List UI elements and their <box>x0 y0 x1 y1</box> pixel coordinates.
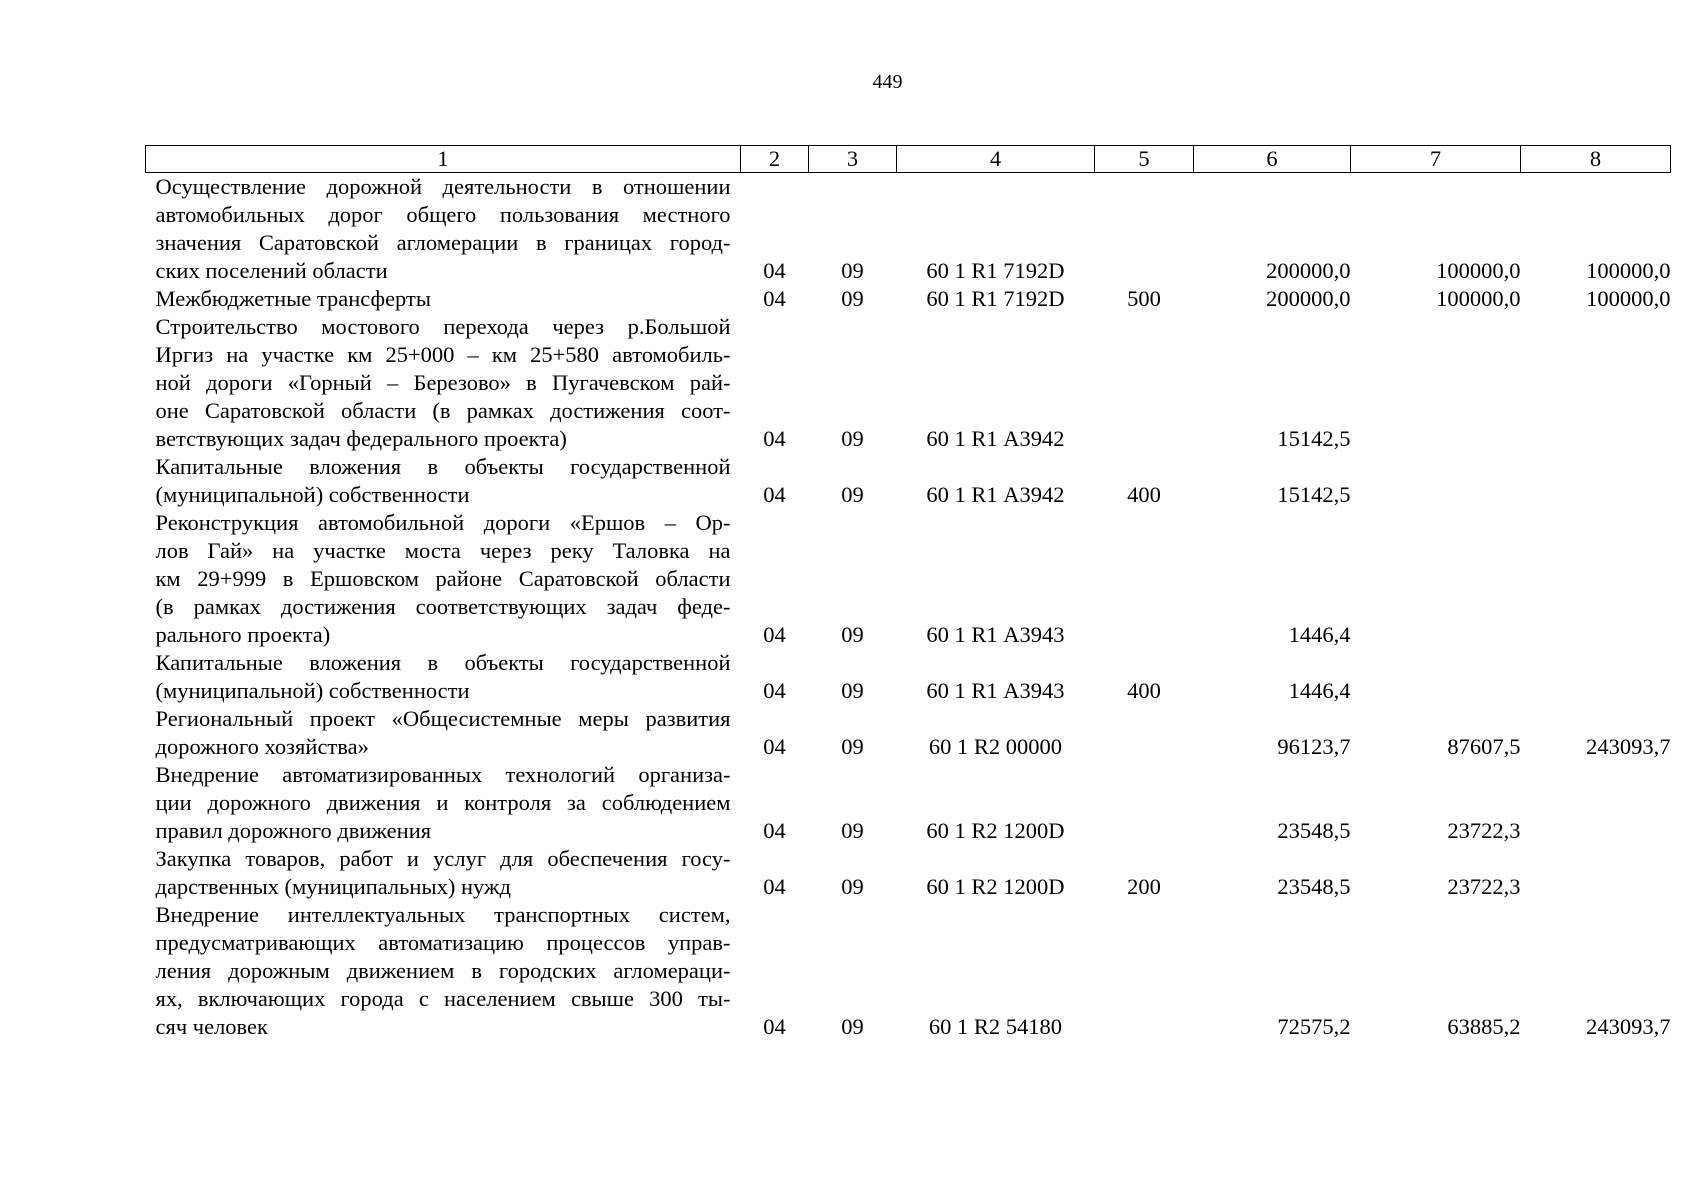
expense-type-code <box>1095 705 1194 761</box>
amount-year-1: 23548,5 <box>1277 874 1351 899</box>
description-line: предусматривающих автоматизацию процессов управ- <box>155 930 731 955</box>
budget-table <box>145 145 1671 1041</box>
amount-year-2: 100000,0 <box>1436 286 1521 311</box>
description-line: ских поселений области <box>155 258 388 283</box>
description-line: Внедрение интеллектуальных транспортных систем, <box>155 902 731 927</box>
table-body <box>146 173 1671 1042</box>
amount-year-3: 100000,0 <box>1586 258 1671 283</box>
page-number: 449 <box>872 71 903 93</box>
description-line: дорожного хозяйства» <box>155 734 369 759</box>
chapter-code: 04 <box>763 874 786 899</box>
amount-year-2: 23722,3 <box>1447 818 1521 843</box>
amount-year-3 <box>1521 509 1671 649</box>
chapter-code: 04 <box>763 818 786 843</box>
description-line: значения Саратовской агломерации в границах город- <box>155 230 731 255</box>
description-line: правил дорожного движения <box>155 818 432 843</box>
expense-type-code: 200 <box>1127 874 1161 899</box>
row-description <box>146 649 741 705</box>
row-description <box>146 761 741 845</box>
target-article-code: 60 1 R1 А3942 <box>926 482 1065 507</box>
chapter-code: 04 <box>763 678 786 703</box>
amount-year-2: 63885,2 <box>1447 1014 1521 1039</box>
description-line: км 29+999 в Ершовском районе Саратовской области <box>155 566 731 591</box>
chapter-code: 04 <box>763 734 786 759</box>
amount-year-2 <box>1351 453 1521 509</box>
row-description <box>146 705 741 761</box>
row-description <box>146 453 741 509</box>
description-line: Закупка товаров, работ и услуг для обеспечения госу- <box>155 846 731 871</box>
row-description <box>146 845 741 901</box>
description-line: оне Саратовской области (в рамках достижения соот- <box>155 398 731 423</box>
subchapter-code: 09 <box>841 622 864 647</box>
table-row <box>146 173 1671 286</box>
target-article-code: 60 1 R2 54180 <box>928 1014 1063 1039</box>
header-col-7: 7 <box>1351 146 1521 173</box>
header-col-4: 4 <box>897 146 1095 173</box>
amount-year-1: 23548,5 <box>1277 818 1351 843</box>
table-row <box>146 901 1671 1041</box>
expense-type-code: 400 <box>1127 482 1161 507</box>
expense-type-code: 500 <box>1127 286 1161 311</box>
header-col-5: 5 <box>1095 146 1194 173</box>
table-row <box>146 649 1671 705</box>
description-line: ции дорожного движения и контроля за соблюдением <box>155 790 731 815</box>
description-line: Межбюджетные трансферты <box>155 286 431 311</box>
table-row <box>146 761 1671 845</box>
expense-type-code <box>1095 901 1194 1041</box>
description-line: Иргиз на участке км 25+000 – км 25+580 автомобиль- <box>155 342 731 367</box>
amount-year-2 <box>1351 509 1521 649</box>
amount-year-1: 15142,5 <box>1277 426 1351 451</box>
amount-year-1: 72575,2 <box>1277 1014 1351 1039</box>
chapter-code: 04 <box>763 1014 786 1039</box>
expense-type-code: 400 <box>1127 678 1161 703</box>
amount-year-3 <box>1521 453 1671 509</box>
target-article-code: 60 1 R1 7192D <box>926 286 1065 311</box>
expense-type-code <box>1095 509 1194 649</box>
subchapter-code: 09 <box>841 1014 864 1039</box>
chapter-code: 04 <box>763 286 786 311</box>
table-row <box>146 453 1671 509</box>
subchapter-code: 09 <box>841 678 864 703</box>
description-line: лов Гай» на участке моста через реку Таловка на <box>155 538 731 563</box>
description-line: (муниципальной) собственности <box>155 678 470 703</box>
subchapter-code: 09 <box>841 818 864 843</box>
target-article-code: 60 1 R1 А3943 <box>926 678 1065 703</box>
amount-year-1: 15142,5 <box>1277 482 1351 507</box>
header-col-3: 3 <box>809 146 897 173</box>
header-col-2: 2 <box>741 146 809 173</box>
table-row <box>146 845 1671 901</box>
amount-year-2: 23722,3 <box>1447 874 1521 899</box>
description-line: Капитальные вложения в объекты государственной <box>155 454 731 479</box>
amount-year-3: 100000,0 <box>1586 286 1671 311</box>
table-row <box>146 285 1671 313</box>
description-line: автомобильных дорог общего пользования местного <box>155 202 731 227</box>
target-article-code: 60 1 R2 1200D <box>926 874 1065 899</box>
subchapter-code: 09 <box>841 426 864 451</box>
target-article-code: 60 1 R1 А3943 <box>926 622 1065 647</box>
row-description <box>146 173 741 286</box>
amount-year-3 <box>1521 649 1671 705</box>
description-line: сяч человек <box>155 1014 268 1039</box>
amount-year-2 <box>1351 649 1521 705</box>
description-line: ветствующих задач федерального проекта) <box>155 426 567 451</box>
description-line: Строительство мостового перехода через р.Большой <box>155 314 731 339</box>
row-description <box>146 509 741 649</box>
amount-year-1: 1446,4 <box>1288 622 1351 647</box>
description-line: ления дорожным движением в городских агломераци- <box>155 958 731 983</box>
row-description <box>146 285 741 313</box>
subchapter-code: 09 <box>841 482 864 507</box>
header-row <box>146 146 1671 173</box>
table-row <box>146 509 1671 649</box>
header-col-1: 1 <box>146 146 741 173</box>
amount-year-1: 200000,0 <box>1266 286 1351 311</box>
description-line: Внедрение автоматизированных технологий организа- <box>155 762 731 787</box>
amount-year-3 <box>1521 845 1671 901</box>
amount-year-3 <box>1521 761 1671 845</box>
chapter-code: 04 <box>763 622 786 647</box>
row-description <box>146 313 741 453</box>
amount-year-1: 1446,4 <box>1288 678 1351 703</box>
row-description <box>146 901 741 1041</box>
subchapter-code: 09 <box>841 734 864 759</box>
subchapter-code: 09 <box>841 258 864 283</box>
subchapter-code: 09 <box>841 286 864 311</box>
table-row <box>146 705 1671 761</box>
description-line: Реконструкция автомобильной дороги «Ершов – Ор- <box>155 510 731 535</box>
header-col-8: 8 <box>1521 146 1671 173</box>
amount-year-1: 200000,0 <box>1266 258 1351 283</box>
target-article-code: 60 1 R1 А3942 <box>926 426 1065 451</box>
description-line: рального проекта) <box>155 622 331 647</box>
description-line: (муниципальной) собственности <box>155 482 470 507</box>
target-article-code: 60 1 R1 7192D <box>926 258 1065 283</box>
description-line: Осуществление дорожной деятельности в отношении <box>155 174 731 199</box>
amount-year-3: 243093,7 <box>1586 1014 1671 1039</box>
chapter-code: 04 <box>763 426 786 451</box>
target-article-code: 60 1 R2 00000 <box>928 734 1063 759</box>
description-line: (в рамках достижения соответствующих задач феде- <box>155 594 731 619</box>
description-line: дарственных (муниципальных) нужд <box>155 874 511 899</box>
description-line: Капитальные вложения в объекты государственной <box>155 650 731 675</box>
description-line: ях, включающих города с населением свыше 300 ты- <box>155 986 731 1011</box>
expense-type-code <box>1095 761 1194 845</box>
table-row <box>146 313 1671 453</box>
expense-type-code <box>1095 313 1194 453</box>
amount-year-3: 243093,7 <box>1586 734 1671 759</box>
amount-year-2: 100000,0 <box>1436 258 1521 283</box>
target-article-code: 60 1 R2 1200D <box>926 818 1065 843</box>
description-line: ной дороги «Горный – Березово» в Пугачевском рай- <box>155 370 731 395</box>
chapter-code: 04 <box>763 482 786 507</box>
subchapter-code: 09 <box>841 874 864 899</box>
header-col-6: 6 <box>1194 146 1351 173</box>
amount-year-1: 96123,7 <box>1277 734 1351 759</box>
expense-type-code <box>1095 173 1194 286</box>
amount-year-2: 87607,5 <box>1447 734 1521 759</box>
description-line: Региональный проект «Общесистемные меры развития <box>155 706 731 731</box>
amount-year-2 <box>1351 313 1521 453</box>
chapter-code: 04 <box>763 258 786 283</box>
amount-year-3 <box>1521 313 1671 453</box>
